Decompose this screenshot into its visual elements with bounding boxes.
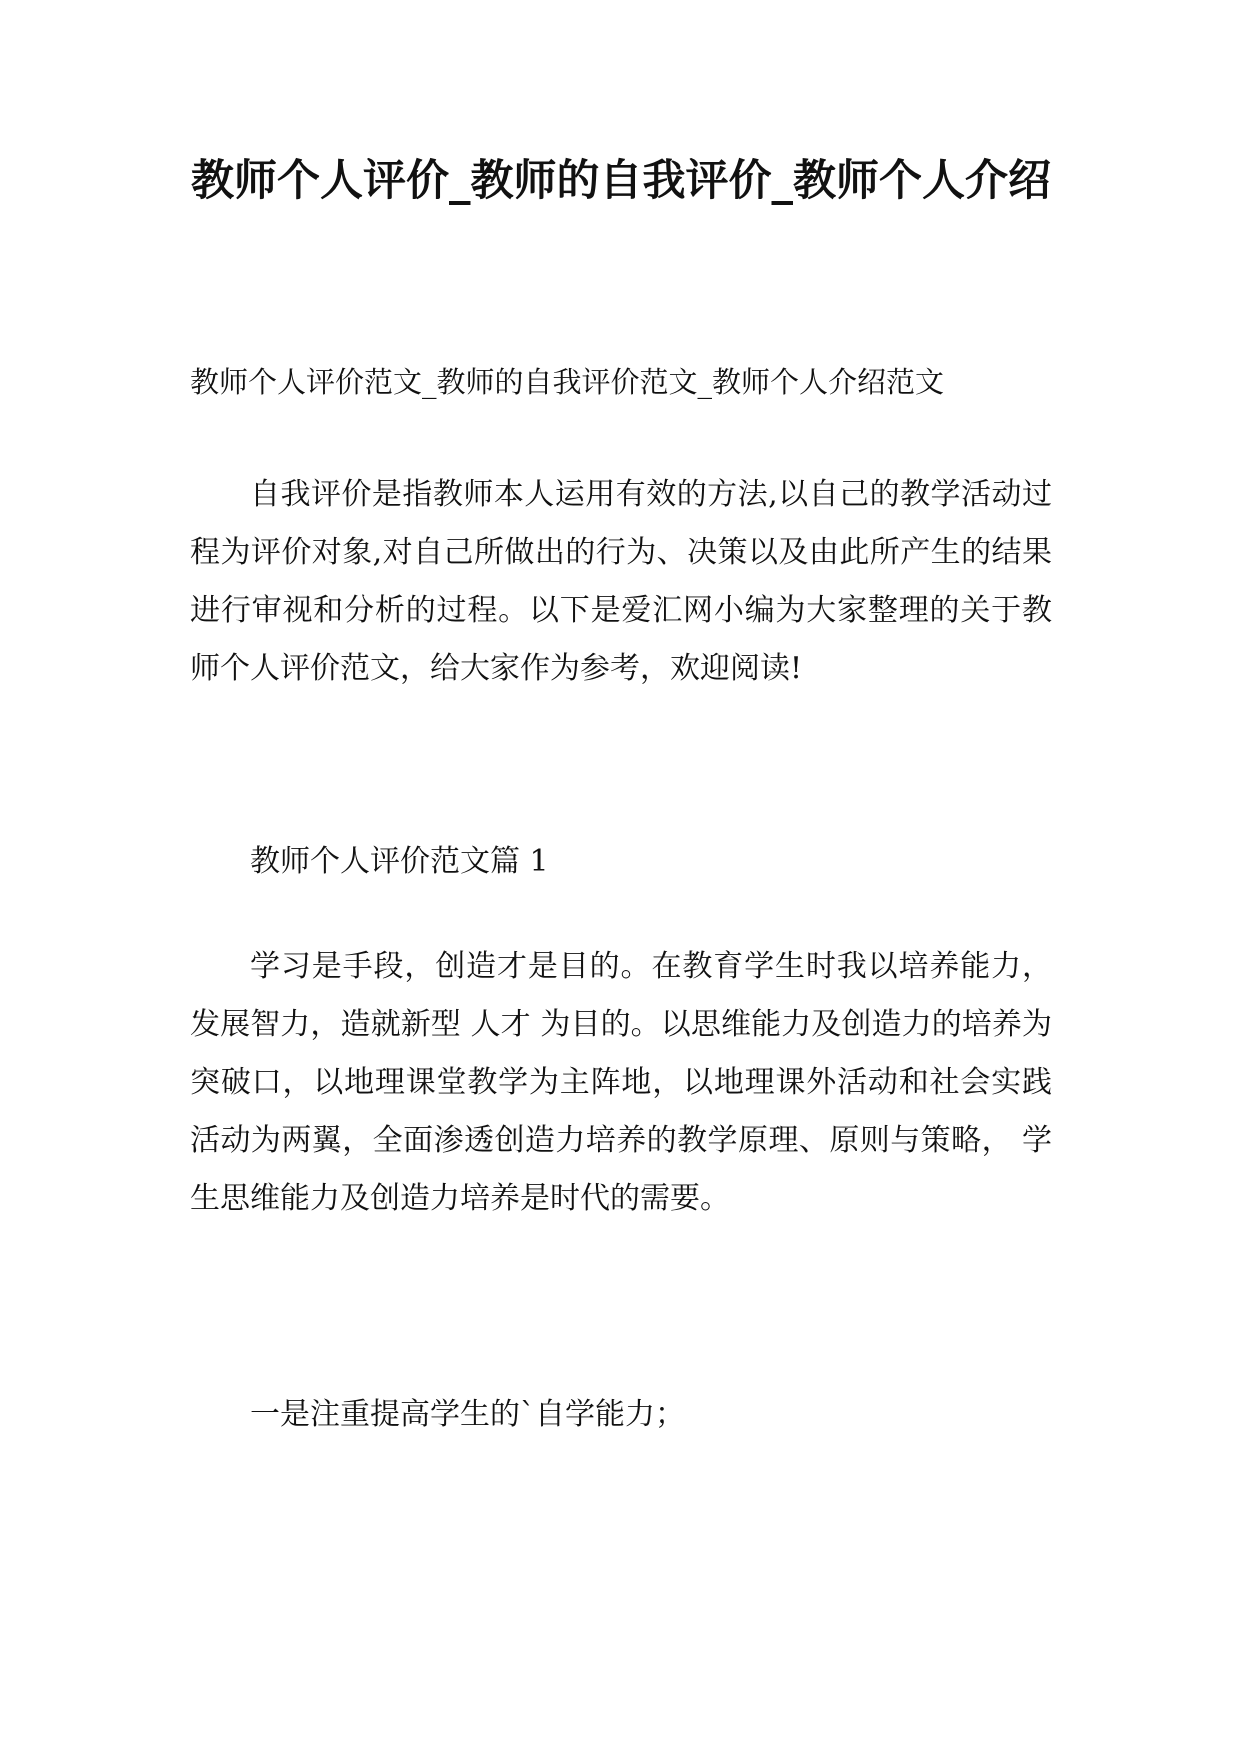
section-heading: 教师个人评价范文篇 1	[250, 844, 549, 879]
document-title: 教师个人评价_教师的自我评价_教师个人介绍	[191, 156, 1051, 206]
body-paragraph-1: 学习是手段，创造才是目的。在教育学生时我以培养能力，发展智力，造就新型 人才 为目的。以思维能力及创造力的培养为突破口，以地理课堂教学为主阵地，以地理课外活动和社会实践活动为两翼，全面渗透创造力培养的教学原理、原则与策略， 学生思维能力及创造力培养是时代的需要。	[190, 949, 1052, 1216]
body-paragraph-2: 一是注重提高学生的`自学能力；	[250, 1397, 685, 1432]
intro-paragraph: 自我评价是指教师本人运用有效的方法,以自己的教学活动过程为评价对象,对自己所做出的行为、决策以及由此所产生的结果进行审视和分析的过程。以下是爱汇网小编为大家整理的关于教师个人评价范文，给大家作为参考，欢迎阅读!	[190, 477, 1052, 686]
document-subtitle: 教师个人评价范文_教师的自我评价范文_教师个人介绍范文	[190, 365, 945, 399]
